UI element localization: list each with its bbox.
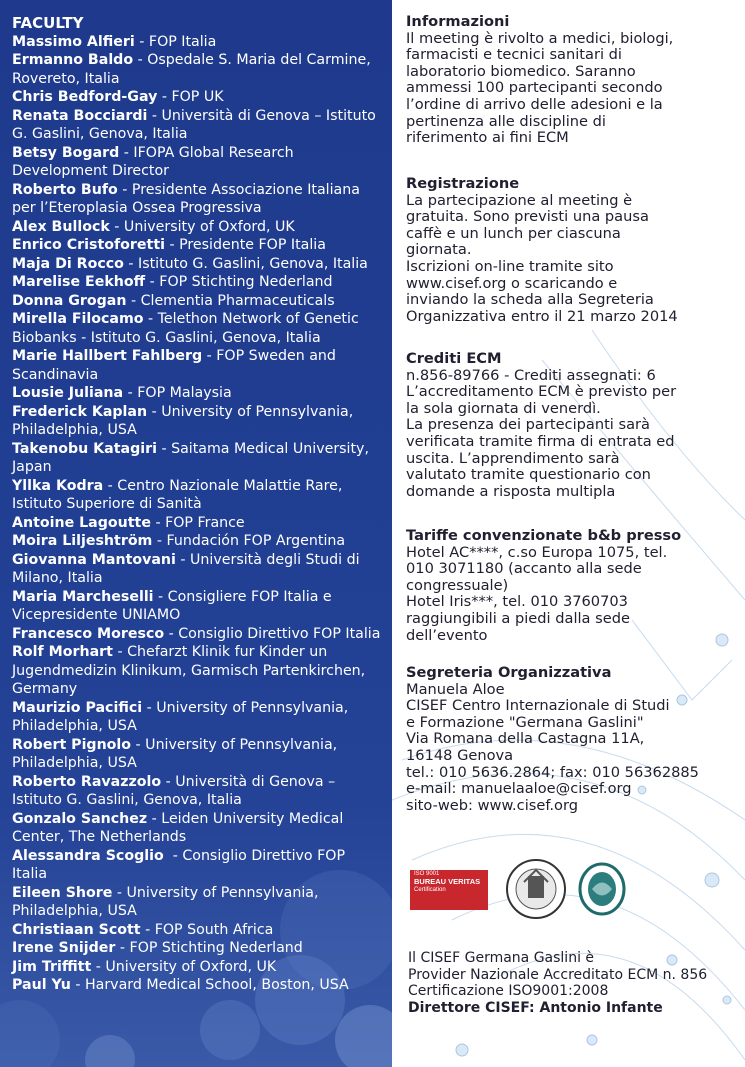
- faculty-entry: [12, 477, 384, 514]
- footer-lines: [408, 950, 744, 1000]
- faculty-heading: FACULTY: [12, 14, 84, 32]
- faculty-affiliation: - Università degli Studi di Milano, Italia: [12, 551, 365, 586]
- faculty-entry: [12, 33, 384, 52]
- faculty-entry: [12, 939, 384, 958]
- faculty-affiliation: - Fundación FOP Argentina: [152, 533, 346, 549]
- faculty-name: Roberto Ravazzolo: [12, 773, 162, 790]
- certification-logos: [410, 858, 670, 918]
- faculty-name: Mirella Filocamo: [12, 311, 144, 327]
- faculty-affiliation: - Presidente Associazione Italiana per l’Eteroplasia Ossea Progressiva: [12, 181, 365, 216]
- faculty-name: Donna Grogan: [12, 292, 127, 309]
- faculty-affiliation: - FOP Malaysia: [123, 385, 232, 401]
- faculty-name: Maria Marcheselli: [12, 588, 154, 605]
- section-line: congressuale): [406, 576, 509, 594]
- faculty-entry: [12, 976, 384, 995]
- faculty-entry: [12, 273, 384, 292]
- bureau-veritas-seal-icon: [498, 858, 574, 920]
- faculty-name: Jim Triffitt: [12, 958, 92, 975]
- faculty-entry: [12, 514, 384, 533]
- section-line: L’accreditamento ECM è previsto per: [406, 383, 677, 401]
- section-title: Registrazione: [406, 175, 520, 192]
- faculty-name: Francesco Moresco: [12, 625, 165, 642]
- info-section: [406, 14, 742, 147]
- faculty-name: Robert Pignolo: [12, 736, 132, 753]
- section-line: e-mail: manuelaaloe@cisef.org: [406, 780, 632, 798]
- faculty-name: Rolf Morhart: [12, 644, 113, 660]
- faculty-entry: [12, 810, 384, 847]
- faculty-entry: [12, 588, 384, 625]
- faculty-affiliation: - FOP Stichting Nederland: [145, 274, 333, 290]
- faculty-name: Marie Hallbert Fahlberg: [12, 348, 203, 364]
- faculty-affiliation: - University of Oxford, UK: [109, 218, 295, 235]
- faculty-name: Takenobu Katagiri: [12, 440, 157, 457]
- section-line: Il meeting è rivolto a medici, biologi,: [406, 29, 674, 47]
- faculty-entry: [12, 292, 384, 311]
- bureau-veritas-logo: [410, 870, 488, 910]
- section-line: caffè e un lunch per ciascuna: [406, 224, 621, 242]
- director-line: Direttore CISEF: Antonio Infante: [408, 999, 663, 1016]
- section-line: La partecipazione al meeting è: [406, 191, 633, 209]
- footer-line: Il CISEF Germana Gaslini è: [408, 950, 595, 966]
- section-line: Hotel Iris***, tel. 010 3760703: [406, 593, 628, 611]
- accredia-logo-icon: [578, 862, 626, 916]
- faculty-affiliation: - Istituto G. Gaslini, Genova, Italia: [123, 255, 368, 272]
- section-line: inviando la scheda alla Segreteria: [406, 291, 654, 309]
- faculty-affiliation: - FOP Italia: [134, 33, 217, 50]
- section-line: gratuita. Sono previsti una pausa: [406, 208, 649, 226]
- faculty-entry: [12, 440, 384, 477]
- section-title: Informazioni: [406, 13, 510, 30]
- faculty-entry: [12, 532, 384, 551]
- iso-label: ISO 9001: [414, 871, 440, 877]
- footer-line: Provider Nazionale Accreditato ECM n. 856: [408, 966, 708, 983]
- faculty-affiliation: - Harvard Medical School, Boston, USA: [70, 977, 349, 993]
- faculty-name: Betsy Bogard: [12, 144, 120, 161]
- faculty-entry: [12, 884, 384, 921]
- faculty-name: Lousie Juliana: [12, 385, 124, 401]
- faculty-affiliation: - Ospedale S. Maria del Carmine, Rovereto, Italia: [12, 52, 376, 87]
- section-line: l’ordine di arrivo delle adesioni e la: [406, 95, 663, 113]
- faculty-name: Alessandra Scoglio: [12, 847, 164, 864]
- faculty-affiliation: - Consiglio Direttivo FOP Italia: [12, 847, 350, 882]
- faculty-affiliation: - FOP South Africa: [140, 921, 274, 938]
- info-section: [406, 176, 742, 325]
- section-line: La presenza dei partecipanti sarà: [406, 416, 650, 434]
- section-line: Organizzativa entro il 21 marzo 2014: [406, 307, 678, 325]
- faculty-name: Chris Bedford-Gay: [12, 89, 158, 105]
- faculty-name: Maurizio Pacifici: [12, 699, 143, 716]
- faculty-entry: [12, 921, 384, 940]
- faculty-entry: [12, 347, 384, 384]
- faculty-name: Frederick Kaplan: [12, 403, 148, 420]
- section-line: laboratorio biomedico. Saranno: [406, 62, 636, 80]
- faculty-affiliation: - Saitama Medical University, Japan: [12, 440, 374, 475]
- faculty-affiliation: - FOP Sweden and Scandinavia: [12, 348, 341, 383]
- faculty-entry: [12, 88, 384, 107]
- bv-cert-label: Certification: [414, 887, 446, 893]
- faculty-affiliation: - FOP UK: [157, 89, 224, 105]
- faculty-affiliation: - University of Oxford, UK: [91, 958, 277, 975]
- faculty-entry: [12, 107, 384, 144]
- faculty-entry: [12, 310, 384, 347]
- section-line: dell’evento: [406, 626, 488, 644]
- faculty-affiliation: - University of Pennsylvania, Philadelphia, USA: [12, 736, 342, 771]
- faculty-entry: [12, 236, 384, 255]
- faculty-name: Roberto Bufo: [12, 181, 118, 198]
- section-line: raggiungibili a piedi dalla sede: [406, 609, 630, 627]
- faculty-affiliation: - Consigliere FOP Italia e Vicepresidente UNIAMO: [12, 588, 337, 623]
- faculty-entry: [12, 144, 384, 181]
- faculty-name: Yllka Kodra: [12, 477, 104, 494]
- faculty-affiliation: - University of Pennsylvania, Philadelphia, USA: [12, 884, 324, 919]
- faculty-affiliation: - FOP Stichting Nederland: [115, 940, 303, 956]
- section-line: CISEF Centro Internazionale di Studi: [406, 697, 670, 715]
- faculty-affiliation: - Presidente FOP Italia: [164, 237, 326, 253]
- section-title: Tariffe convenzionate b&b presso: [406, 527, 682, 544]
- faculty-affiliation: - Università di Genova – Istituto G. Gaslini, Genova, Italia: [12, 773, 340, 808]
- section-line: Manuela Aloe: [406, 680, 505, 698]
- faculty-entry: [12, 384, 384, 403]
- section-line: la sola giornata di venerdì.: [406, 399, 601, 417]
- faculty-name: Enrico Cristoforetti: [12, 237, 165, 253]
- faculty-name: Giovanna Mantovani: [12, 551, 176, 568]
- faculty-affiliation: - IFOPA Global Research Development Director: [12, 144, 299, 179]
- faculty-entry: [12, 847, 384, 884]
- faculty-name: Alex Bullock: [12, 218, 110, 235]
- faculty-entry: [12, 736, 384, 773]
- section-line: Iscrizioni on-line tramite sito: [406, 257, 614, 275]
- info-section: [406, 528, 742, 644]
- section-line: Hotel AC****, c.so Europa 1075, tel.: [406, 543, 668, 561]
- section-line: valutato tramite questionario con: [406, 466, 651, 484]
- faculty-name: Massimo Alfieri: [12, 33, 135, 50]
- faculty-affiliation: - Consiglio Direttivo FOP Italia: [164, 625, 381, 642]
- provider-footer: [408, 950, 744, 1016]
- faculty-entry: [12, 643, 384, 699]
- faculty-name: Antoine Lagoutte: [12, 514, 151, 531]
- section-line: farmacisti e tecnici sanitari di: [406, 46, 622, 64]
- info-section: [406, 665, 742, 814]
- faculty-entry: [12, 255, 384, 274]
- section-line: domande a risposta multipla: [406, 482, 616, 500]
- faculty-affiliation: - Chefarzt Klinik fur Kinder un Jugendmedizin Klinikum, Garmisch Partenkirchen, Germany: [12, 644, 370, 697]
- section-line: 010 3071180 (accanto alla sede: [406, 560, 642, 578]
- faculty-entry: [12, 181, 384, 218]
- faculty-name: Marelise Eekhoff: [12, 274, 146, 290]
- section-line: riferimento ai fini ECM: [406, 129, 569, 147]
- faculty-affiliation: - Telethon Network of Genetic Biobanks - Istituto G. Gaslini, Genova, Italia: [12, 311, 364, 346]
- faculty-entry: [12, 51, 384, 88]
- faculty-entry: [12, 958, 384, 977]
- section-title: Segreteria Organizzativa: [406, 664, 612, 681]
- section-line: n.856-89766 - Crediti assegnati: 6: [406, 366, 656, 384]
- info-section: [406, 351, 742, 500]
- section-line: tel.: 010 5636.2864; fax: 010 56362885: [406, 763, 699, 781]
- faculty-name: Irene Snijder: [12, 940, 116, 956]
- faculty-name: Christiaan Scott: [12, 921, 141, 938]
- faculty-name: Paul Yu: [12, 977, 71, 993]
- section-line: Via Romana della Castagna 11A,: [406, 730, 645, 748]
- faculty-entry: [12, 218, 384, 237]
- faculty-entry: [12, 625, 384, 644]
- info-panel: [392, 0, 745, 1067]
- section-line: www.cisef.org o scaricando e: [406, 274, 618, 292]
- faculty-affiliation: - University of Pennsylvania, Philadelphia, USA: [12, 699, 353, 734]
- faculty-entry: [12, 551, 384, 588]
- faculty-name: Ermanno Baldo: [12, 52, 134, 68]
- faculty-name: Eileen Shore: [12, 884, 113, 901]
- section-line: verificata tramite firma di entrata ed: [406, 432, 675, 450]
- section-title: Crediti ECM: [406, 350, 502, 367]
- section-line: giornata.: [406, 241, 472, 259]
- faculty-affiliation: - Clementia Pharmaceuticals: [126, 292, 335, 309]
- faculty-name: Gonzalo Sanchez: [12, 810, 148, 827]
- section-line: ammessi 100 partecipanti secondo: [406, 79, 663, 97]
- faculty-list: [12, 14, 384, 995]
- faculty-entry: [12, 699, 384, 736]
- faculty-affiliation: - Università di Genova – Istituto G. Gaslini, Genova, Italia: [12, 107, 381, 142]
- section-line: sito-web: www.cisef.org: [406, 796, 578, 814]
- faculty-entries: [12, 33, 384, 995]
- faculty-affiliation: - University of Pennsylvania, Philadelphia, USA: [12, 403, 358, 438]
- section-line: e Formazione "Germana Gaslini": [406, 713, 644, 731]
- faculty-name: Moira Liljeshtröm: [12, 533, 153, 549]
- faculty-affiliation: - FOP France: [150, 514, 245, 531]
- section-line: pertinenza alle discipline di: [406, 112, 606, 130]
- faculty-affiliation: - Centro Nazionale Malattie Rare, Istituto Superiore di Sanità: [12, 477, 347, 512]
- faculty-name: Renata Bocciardi: [12, 107, 148, 124]
- section-line: uscita. L’apprendimento sarà: [406, 449, 620, 467]
- bv-company: BUREAU VERITAS: [414, 877, 481, 886]
- faculty-name: Maja Di Rocco: [12, 255, 124, 272]
- faculty-entry: [12, 773, 384, 810]
- footer-line: Certificazione ISO9001:2008: [408, 983, 609, 999]
- section-line: 16148 Genova: [406, 746, 514, 764]
- faculty-affiliation: - Leiden University Medical Center, The Netherlands: [12, 810, 348, 845]
- faculty-entry: [12, 403, 384, 440]
